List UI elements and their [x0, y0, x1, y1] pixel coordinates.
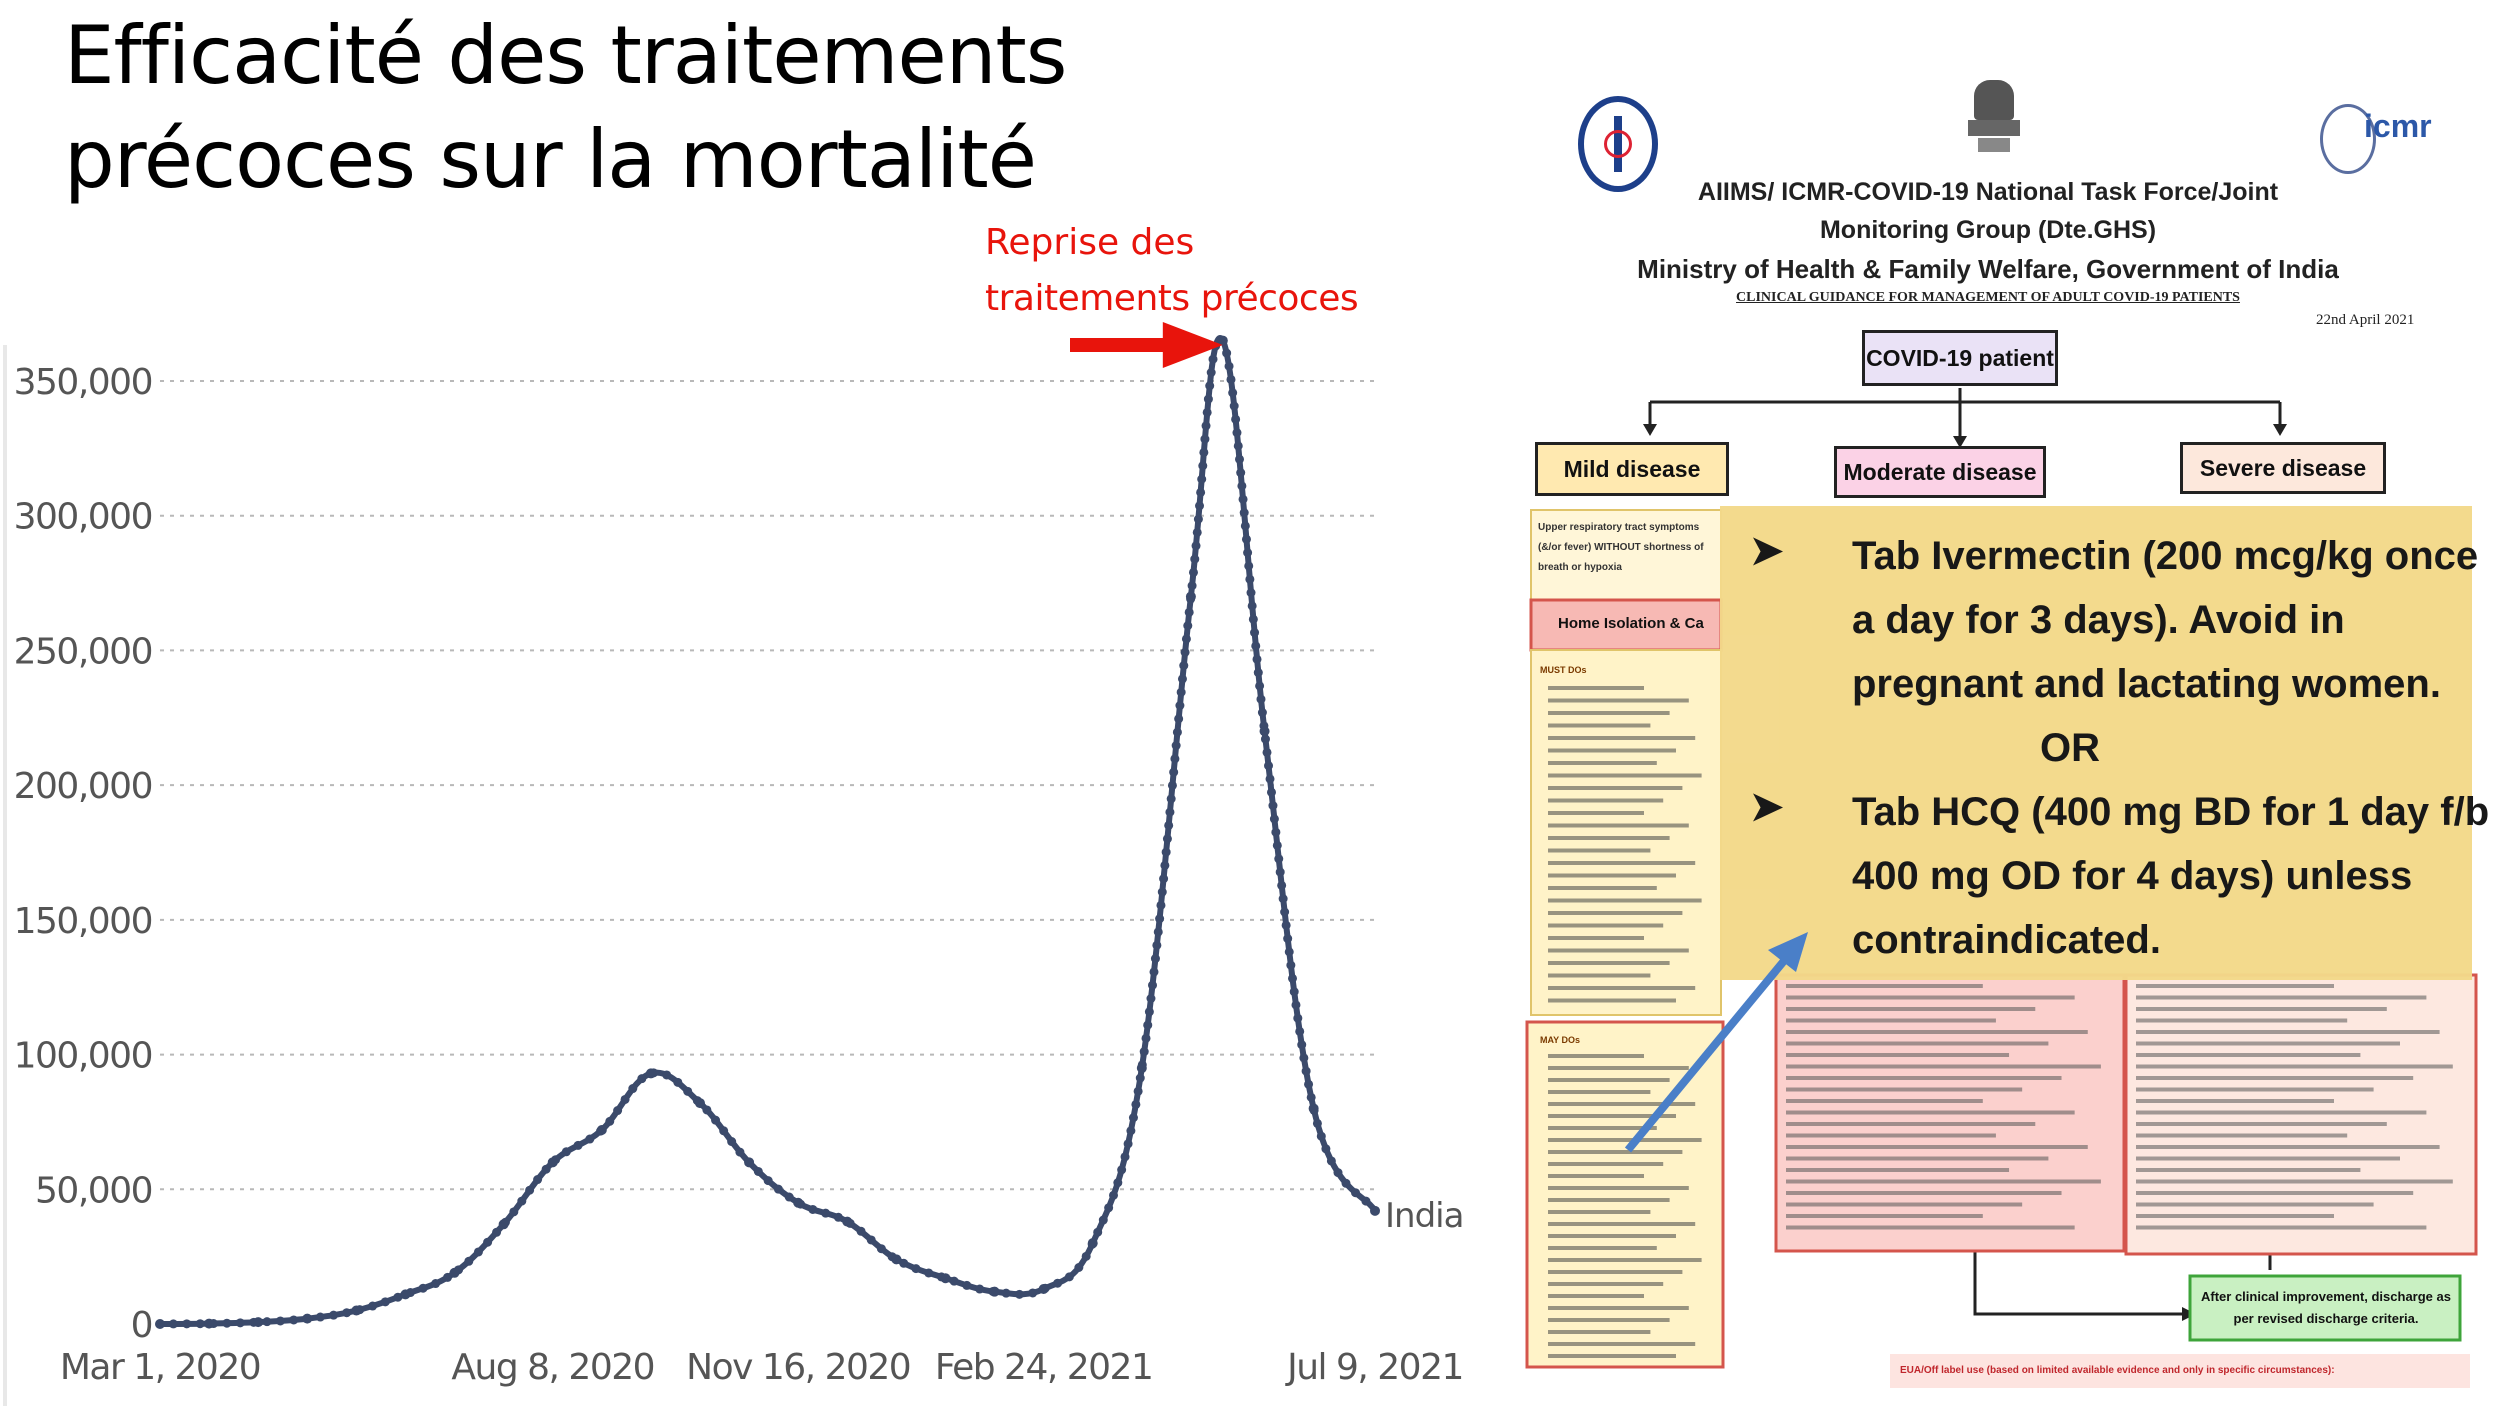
eua-note: EUA/Off label use (based on limited available evidence and only in specific circumstances): — [1900, 1365, 2335, 1376]
x-tick-label: Mar 1, 2020 — [59, 1347, 261, 1388]
y-tick-label: 300,000 — [13, 496, 152, 538]
overlay-or: OR — [2040, 726, 2100, 770]
overlay-line-5: 400 mg OD for 4 days) unless — [1852, 854, 2413, 898]
x-tick-label: Nov 16, 2020 — [686, 1347, 911, 1388]
y-tick-label: 250,000 — [13, 631, 152, 673]
annotation-line-2: traitements précoces — [985, 278, 1359, 319]
title-line-2: précoces sur la mortalité — [64, 113, 1036, 206]
doc-header-3: Ministry of Health & Family Welfare, Government of India — [1637, 254, 2339, 284]
y-tick-label: 100,000 — [13, 1035, 152, 1077]
x-tick-label: Aug 8, 2020 — [451, 1347, 655, 1388]
moderate-disease-box: Moderate disease — [1834, 446, 2046, 498]
y-tick-label: 350,000 — [13, 362, 152, 403]
bullet-icon-1: ➤ — [1750, 529, 1784, 573]
overlay-line-1: Tab Ivermectin (200 mcg/kg once — [1852, 534, 2479, 578]
x-tick-label: Feb 24, 2021 — [934, 1347, 1153, 1388]
title-line-1: Efficacité des traitements — [64, 9, 1067, 102]
mild-description: Upper respiratory tract symptoms (&/or fever) WITHOUT shortness of breath or hypoxia — [1538, 522, 1704, 573]
y-tick-label: 50,000 — [35, 1170, 152, 1212]
blue-arrow-shaft — [1628, 956, 1788, 1150]
doc-header-1: AIIMS/ ICMR-COVID-19 National Task Force/Joint — [1697, 178, 2279, 206]
x-tick-label: Jul 9, 2021 — [1287, 1347, 1463, 1388]
bullet-icon-2: ➤ — [1750, 785, 1784, 829]
doc-header-4: CLINICAL GUIDANCE FOR MANAGEMENT OF ADULT COVID-19 PATIENTS — [1736, 290, 2240, 305]
doc-date: 22nd April 2021 — [2316, 312, 2415, 328]
after-improvement-text: After clinical improvement, discharge as per revised discharge criteria. — [2201, 1289, 2451, 1326]
overlay-line-4: Tab HCQ (400 mg BD for 1 day f/b — [1852, 790, 2490, 834]
covid-patient-box: COVID-19 patient — [1862, 330, 2058, 386]
overlay-line-6: contraindicated. — [1852, 918, 2161, 962]
y-tick-label: 0 — [130, 1305, 152, 1346]
doc-header-2: Monitoring Group (Dte.GHS) — [1819, 216, 2157, 244]
series-label-india: India — [1385, 1195, 1464, 1236]
annotation-line-1: Reprise des — [985, 222, 1195, 263]
must-dos-label: MUST DOs — [1540, 665, 1587, 675]
overlay-line-3: pregnant and lactating women. — [1852, 662, 2441, 706]
y-tick-label: 200,000 — [13, 766, 152, 808]
blue-arrow-head — [1768, 932, 1808, 972]
may-dos-label: MAY DOs — [1540, 1035, 1581, 1045]
severe-disease-box: Severe disease — [2180, 442, 2386, 494]
home-isolation-label: Home Isolation & Ca — [1558, 615, 1704, 632]
overlay-line-2: a day for 3 days). Avoid in — [1852, 598, 2345, 642]
icmr-logo: icmr — [2320, 104, 2432, 180]
y-tick-label: 150,000 — [13, 900, 152, 942]
mild-disease-box: Mild disease — [1535, 442, 1729, 496]
